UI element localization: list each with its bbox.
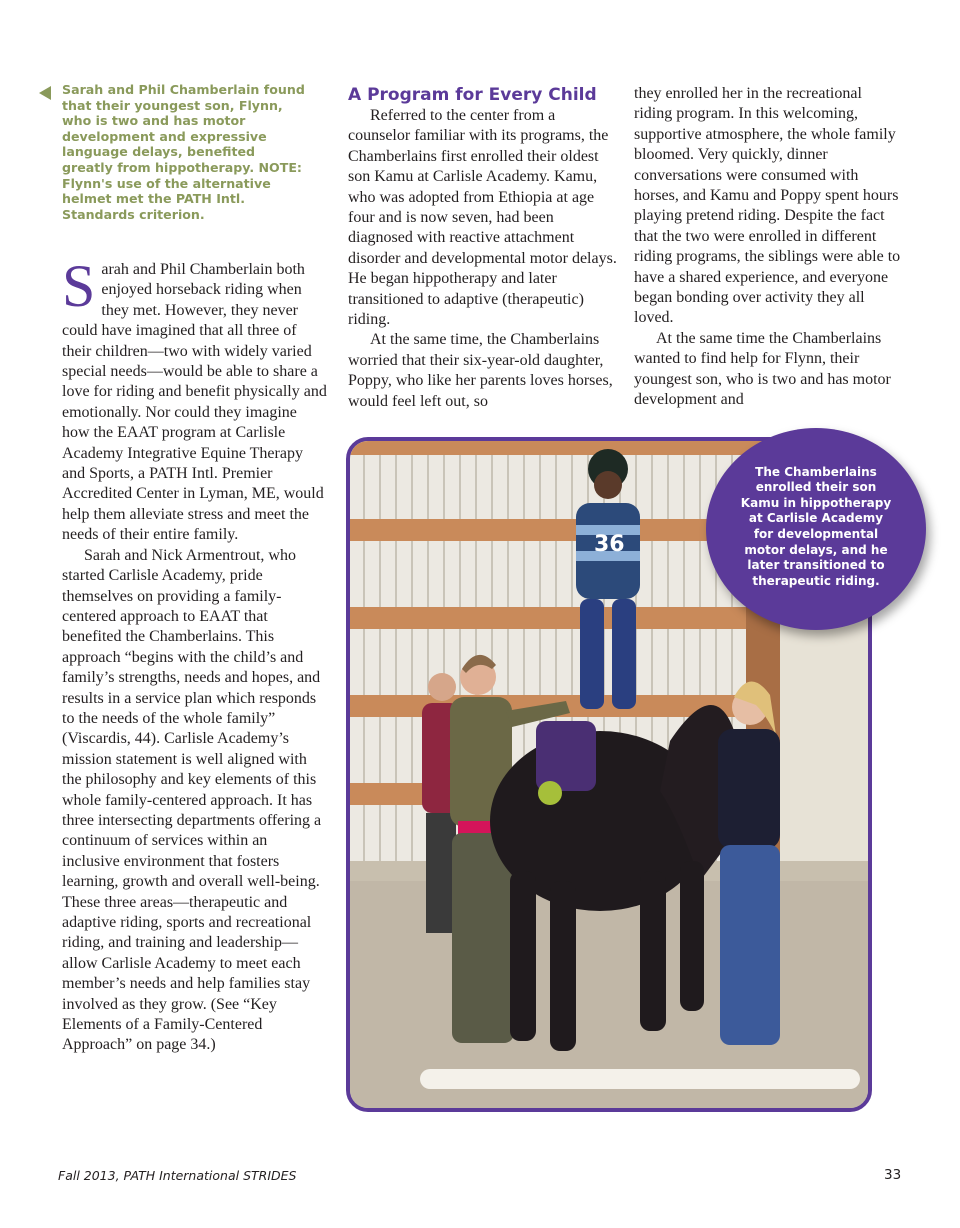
left-paragraph-1 [62, 253, 328, 546]
right-paragraph-2: At the same time the Chamberlains wanted to find help for Flynn, their youngest son, who is two and has motor development and [634, 329, 891, 409]
middle-column [348, 84, 618, 412]
wood-rail-2 [350, 607, 790, 629]
left-paragraph-1-text: arah and Phil Chamberlain both enjoyed horseback riding when they met. However, they never could have imagined that all three of their children—two with widely varied special needs—would be able to share a love for riding and benefit physically and emotionally. Nor could they imagine how the EAAT program at Carlisle Academy Integrative Equine Therapy and Sports, a PATH Intl. Premier Accredited Center in Lyman, ME, would help them alleviate stress and meet the needs of their entire family. [62, 261, 327, 544]
drop-cap: S [62, 253, 96, 319]
middle-paragraph-1: Referred to the center from a counselor familiar with its programs, the Chamberlains first enrolled their oldest son Kamu at Carlisle Academy. Kamu, who was adopted from Ethiopia at age four and is now seven, had been diagnosed with reactive attachment disorder and developmental motor delays. He began hippotherapy and later transitioned to adaptive (therapeutic) riding. [348, 107, 617, 329]
photo-caption: Sarah and Phil Chamberlain found that their youngest son, Flynn, who is two and has motor development and expressive language delays, benefited greatly from hippotherapy. NOTE: Flynn's use of the alternative helmet met the PATH Intl. Standards criterion. [62, 82, 305, 222]
middle-paragraph-2: At the same time, the Chamberlains worried that their six-year-old daughter, Poppy, who like her parents loves horses, would feel left out, so [348, 331, 613, 410]
jersey-number: 36 [594, 532, 625, 557]
arena-door [780, 601, 868, 881]
photo-callout-bubble [706, 428, 926, 630]
right-paragraph-1: they enrolled her in the recreational riding program. In this welcoming, supportive atmosphere, the whole family bloomed. Very quickly, dinner conversations were consumed with horses, and Kamu and Poppy spent hours playing pretend riding. Despite the fact that the two were enrolled in different riding programs, the siblings were able to have a shared experience, and everyone began bonding over activity they all loved. [634, 85, 901, 327]
right-column [634, 84, 904, 411]
footer-publication: Fall 2013, PATH International STRIDES [58, 1168, 297, 1183]
left-paragraph-2: Sarah and Nick Armentrout, who started Carlisle Academy, pride themselves on providing a family-centered approach to EAAT that benefited the Chamberlains. This approach “begins with the child’s and family’s strengths, needs and hopes, and results in a service plan which responds to the needs of the whole family” (Viscardis, 44). Carlisle Academy’s mission statement is well aligned with the philosophy and key elements of this whole family-centered approach. It has three intersecting departments offering a continuum of services within an inclusive environment that fosters learning, growth and overall well-being. These three areas—therapeutic and adaptive riding, sports and recreational riding, and training and leadership—allow Carlisle Academy to meet each member’s needs and help families stay involved as they grow. (See “Key Elements of a Family-Centered Approach” on page 34.) [62, 546, 322, 1054]
ground-pole [420, 1069, 860, 1089]
callout-text: The Chamberlains enrolled their son Kamu in hippotherapy at Carlisle Academy for developmental motor delays, and he later transitioned to therapeutic riding. [740, 464, 892, 588]
sibling-helper [718, 681, 780, 1045]
left-column [62, 253, 328, 1056]
section-heading: A Program for Every Child [348, 85, 597, 105]
page-number: 33 [884, 1167, 902, 1183]
caption-pointer-arrow-icon [39, 86, 51, 100]
